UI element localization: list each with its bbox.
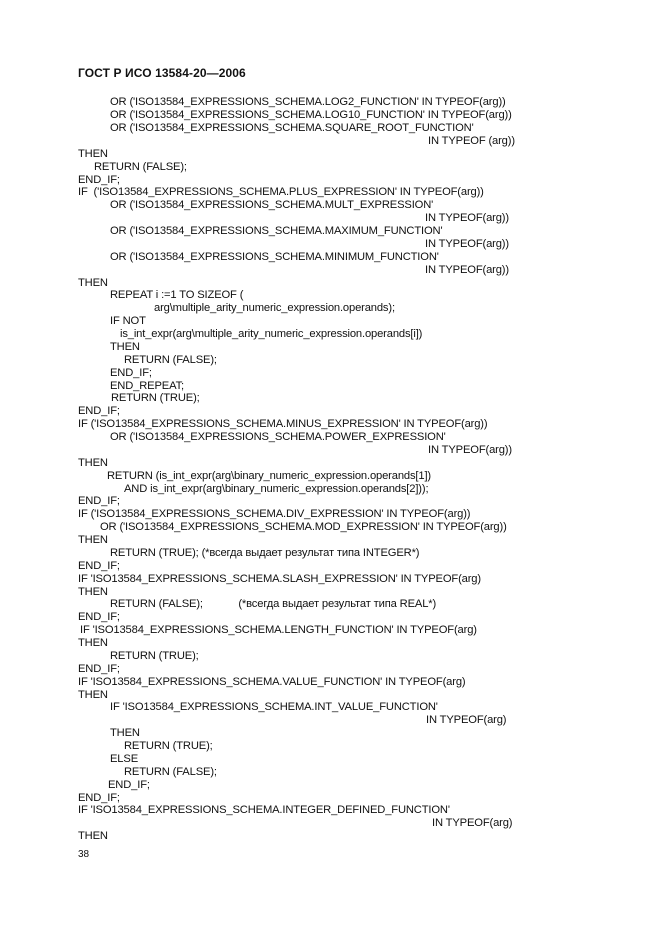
code-line: IF 'ISO13584_EXPRESSIONS_SCHEMA.SLASH_EXPRESSION' IN TYPEOF(arg) — [78, 573, 481, 585]
code-line: END_REPEAT; — [110, 380, 184, 392]
code-line: IF 'ISO13584_EXPRESSIONS_SCHEMA.INT_VALUE_FUNCTION' — [110, 701, 438, 713]
code-line: RETURN (is_int_expr(arg\binary_numeric_expression.operands[1]) — [107, 470, 431, 482]
code-line: IN TYPEOF(arg)) — [425, 264, 509, 276]
code-line: RETURN (FALSE); — [124, 354, 217, 366]
code-line: THEN — [78, 277, 108, 289]
code-line: THEN — [78, 457, 108, 469]
code-line: OR ('ISO13584_EXPRESSIONS_SCHEMA.SQUARE_ROOT_FUNCTION' — [110, 122, 474, 134]
code-line: IF 'ISO13584_EXPRESSIONS_SCHEMA.LENGTH_FUNCTION' IN TYPEOF(arg) — [80, 624, 477, 636]
code-line: IN TYPEOF(arg)) — [425, 238, 509, 250]
code-line: RETURN (TRUE); — [124, 740, 213, 752]
code-line: is_int_expr(arg\multiple_arity_numeric_expression.operands[i]) — [120, 328, 423, 340]
code-line: END_IF; — [78, 663, 120, 675]
code-line: END_IF; — [110, 367, 152, 379]
code-line: END_IF; — [78, 611, 120, 623]
code-line: END_IF; — [78, 560, 120, 572]
code-line: RETURN (TRUE); — [110, 650, 199, 662]
code-line: AND is_int_expr(arg\binary_numeric_expression.operands[2])); — [124, 483, 429, 495]
code-line: THEN — [78, 637, 108, 649]
code-line: END_IF; — [78, 495, 120, 507]
code-line: IF 'ISO13584_EXPRESSIONS_SCHEMA.INTEGER_DEFINED_FUNCTION' — [78, 804, 450, 816]
code-line: RETURN (FALSE); — [94, 161, 187, 173]
code-line: IN TYPEOF(arg) — [432, 817, 513, 829]
code-line: IF ('ISO13584_EXPRESSIONS_SCHEMA.MINUS_EXPRESSION' IN TYPEOF(arg)) — [78, 418, 488, 430]
code-line: IN TYPEOF(arg) — [426, 714, 507, 726]
code-line: RETURN (FALSE); — [124, 766, 217, 778]
code-line: IF ('ISO13584_EXPRESSIONS_SCHEMA.DIV_EXPRESSION' IN TYPEOF(arg)) — [78, 508, 471, 520]
code-line: OR ('ISO13584_EXPRESSIONS_SCHEMA.MINIMUM_FUNCTION' — [110, 251, 439, 263]
code-line: RETURN (FALSE); (*всегда выдает результат типа REAL*) — [110, 598, 437, 610]
code-line: THEN — [78, 689, 108, 701]
page-number: 38 — [78, 849, 90, 860]
code-line: THEN — [78, 148, 108, 160]
code-line: THEN — [110, 727, 140, 739]
code-line: arg\multiple_arity_numeric_expression.operands); — [154, 302, 395, 314]
code-line: OR ('ISO13584_EXPRESSIONS_SCHEMA.MULT_EXPRESSION' — [110, 199, 434, 211]
code-line: THEN — [78, 830, 108, 842]
code-line: IN TYPEOF(arg)) — [428, 444, 512, 456]
document-header: ГОСТ Р ИСО 13584-20—2006 — [78, 66, 246, 80]
code-line: END_IF; — [78, 174, 120, 186]
code-line: ELSE — [110, 753, 139, 765]
code-line: IF 'ISO13584_EXPRESSIONS_SCHEMA.VALUE_FUNCTION' IN TYPEOF(arg) — [78, 676, 466, 688]
code-line: IN TYPEOF (arg)) — [428, 135, 515, 147]
code-line: OR ('ISO13584_EXPRESSIONS_SCHEMA.MAXIMUM_FUNCTION' — [110, 225, 443, 237]
code-line: OR ('ISO13584_EXPRESSIONS_SCHEMA.MOD_EXPRESSION' IN TYPEOF(arg)) — [100, 521, 507, 533]
code-line: END_IF; — [108, 779, 150, 791]
code-line: END_IF; — [78, 405, 120, 417]
code-line: OR ('ISO13584_EXPRESSIONS_SCHEMA.LOG2_FUNCTION' IN TYPEOF(arg)) — [110, 96, 506, 108]
code-line: IF NOT — [110, 315, 146, 327]
code-line: OR ('ISO13584_EXPRESSIONS_SCHEMA.POWER_EXPRESSION' — [110, 431, 446, 443]
code-line: RETURN (TRUE); — [111, 392, 200, 404]
code-line: REPEAT i :=1 TO SIZEOF ( — [110, 289, 244, 301]
code-line: END_IF; — [78, 792, 120, 804]
code-line: THEN — [110, 341, 140, 353]
code-line: OR ('ISO13584_EXPRESSIONS_SCHEMA.LOG10_FUNCTION' IN TYPEOF(arg)) — [110, 109, 512, 121]
code-line: RETURN (TRUE); (*всегда выдает результат типа INTEGER*) — [110, 547, 420, 559]
code-line: THEN — [78, 534, 108, 546]
code-line: IN TYPEOF(arg)) — [425, 212, 509, 224]
code-line: THEN — [78, 586, 108, 598]
code-line: IF ('ISO13584_EXPRESSIONS_SCHEMA.PLUS_EXPRESSION' IN TYPEOF(arg)) — [78, 186, 484, 198]
